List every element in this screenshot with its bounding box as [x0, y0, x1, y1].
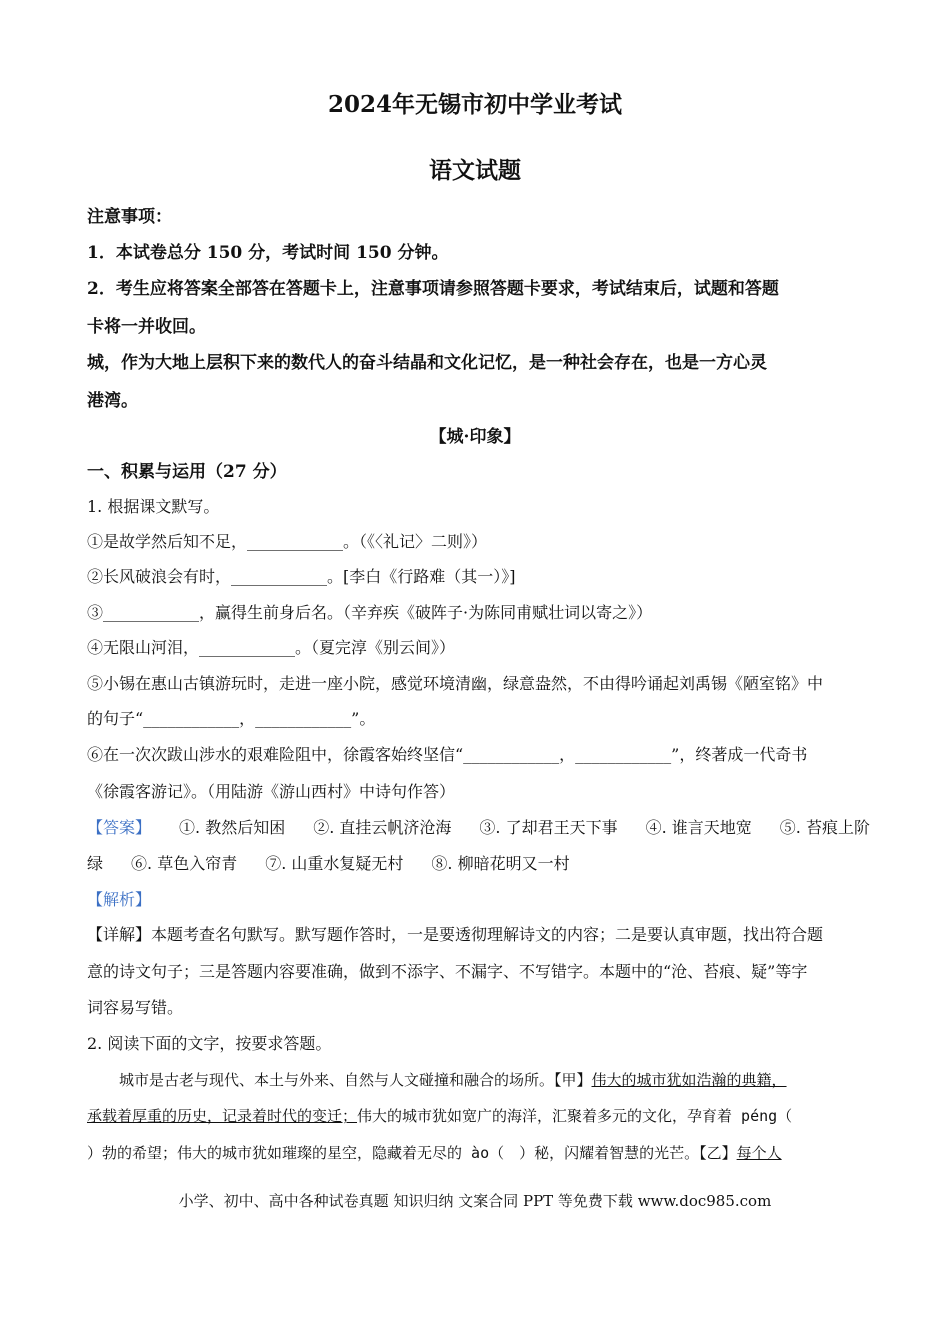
q1-item-3: ③____________，赢得生前身后名。（辛弃疾《破阵子·为陈同甫赋壮词以寄之》）	[87, 603, 653, 622]
analysis-line-2: 意的诗文句子；三是答题内容要准确，做到不添字、不漏字、不写错字。本题中的“沧、苔痕、疑”等字	[87, 962, 808, 981]
intro-line-2: 港湾。	[87, 391, 138, 411]
answer-line-1	[87, 818, 870, 838]
notice-item-1: 1．本试卷总分 150 分，考试时间 150 分钟。	[87, 243, 449, 263]
q2-stem: 2. 阅读下面的文字，按要求答题。	[87, 1034, 332, 1053]
q1-item-6a: ⑥在一次次跋山涉水的艰难险阻中，徐霞客始终坚信“____________，____________”，终著成一代奇书	[87, 745, 808, 764]
q1-item-5b: 的句子“____________，____________”。	[87, 709, 376, 728]
q1-item-2: ②长风破浪会有时，____________。[李白《行路难（其一）》]	[87, 567, 516, 586]
answer-5: ⑤. 苔痕上阶	[779, 818, 870, 837]
analysis-line-1: 【详解】本题考查名句默写。默写题作答时，一是要透彻理解诗文的内容；二是要认真审题，找出符合题	[87, 925, 824, 944]
section-tag: 【城·印象】	[429, 427, 521, 447]
answer-line-2	[87, 854, 867, 874]
notice-item-2b: 卡将一并收回。	[87, 317, 206, 337]
passage-underline-jia: 伟大的城市犹如浩瀚的典籍，	[591, 1071, 787, 1089]
exam-subtitle: 语文试题	[429, 157, 521, 184]
passage-line-1	[119, 1070, 899, 1090]
part1-heading: 一、积累与运用（27 分）	[87, 462, 287, 482]
q1-item-4: ④无限山河泪，____________。（夏完淳《别云间》）	[87, 638, 456, 657]
answer-7: ⑦. 山重水复疑无村	[265, 854, 404, 873]
answer-5-cont: 绿	[87, 854, 104, 873]
q1-stem: 1. 根据课文默写。	[87, 497, 220, 516]
q1-item-6b: 《徐霞客游记》。（用陆游《游山西村》中诗句作答）	[87, 782, 456, 801]
passage-line-3	[87, 1143, 867, 1163]
analysis-line-3: 词容易写错。	[87, 998, 184, 1017]
notice-item-2a: 2．考生应将答案全部答在答题卡上，注意事项请参照答题卡要求，考试结束后，试题和答题	[87, 279, 779, 299]
page-footer: 小学、初中、高中各种试卷真题 知识归纳 文案合同 PPT 等免费下载 www.doc985.com	[178, 1192, 772, 1210]
passage-underline-jia-cont: 承载着厚重的历史，记录着时代的变迁；	[87, 1107, 358, 1125]
answer-2: ②. 直挂云帆济沧海	[313, 818, 452, 837]
answer-8: ⑧. 柳暗花明又一村	[431, 854, 570, 873]
passage-text-2: 伟大的城市犹如宽广的海洋，汇聚着多元的文化，孕育着 péng（	[357, 1107, 793, 1125]
passage-line-2	[87, 1106, 867, 1126]
answer-4: ④. 谁言天地宽	[645, 818, 752, 837]
q1-item-1: ①是故学然后知不足，____________。（《〈礼记〉二则》）	[87, 532, 488, 551]
answer-1: ①. 教然后知困	[179, 818, 286, 837]
intro-line-1: 城，作为大地上层积下来的数代人的奋斗结晶和文化记忆，是一种社会存在，也是一方心灵	[87, 353, 767, 373]
passage-text-3: ）勃的希望；伟大的城市犹如璀璨的星空，隐藏着无尽的 ào（ ）秘，闪耀着智慧的光芒。【乙】	[87, 1144, 737, 1162]
passage-text-1: 城市是古老与现代、本土与外来、自然与人文碰撞和融合的场所。【甲】	[119, 1071, 592, 1089]
answer-label: 【答案】	[87, 818, 152, 837]
passage-underline-yi: 每个人	[736, 1144, 782, 1162]
exam-title: 2024年无锡市初中学业考试	[327, 91, 622, 118]
notice-heading: 注意事项：	[87, 207, 172, 227]
q1-item-5a: ⑤小锡在惠山古镇游玩时，走进一座小院，感觉环境清幽，绿意盎然，不由得吟诵起刘禹锡《陋室铭》中	[87, 674, 824, 693]
answer-3: ③. 了却君王天下事	[479, 818, 618, 837]
answer-6: ⑥. 草色入帘青	[131, 854, 238, 873]
analysis-label: 【解析】	[87, 890, 152, 909]
